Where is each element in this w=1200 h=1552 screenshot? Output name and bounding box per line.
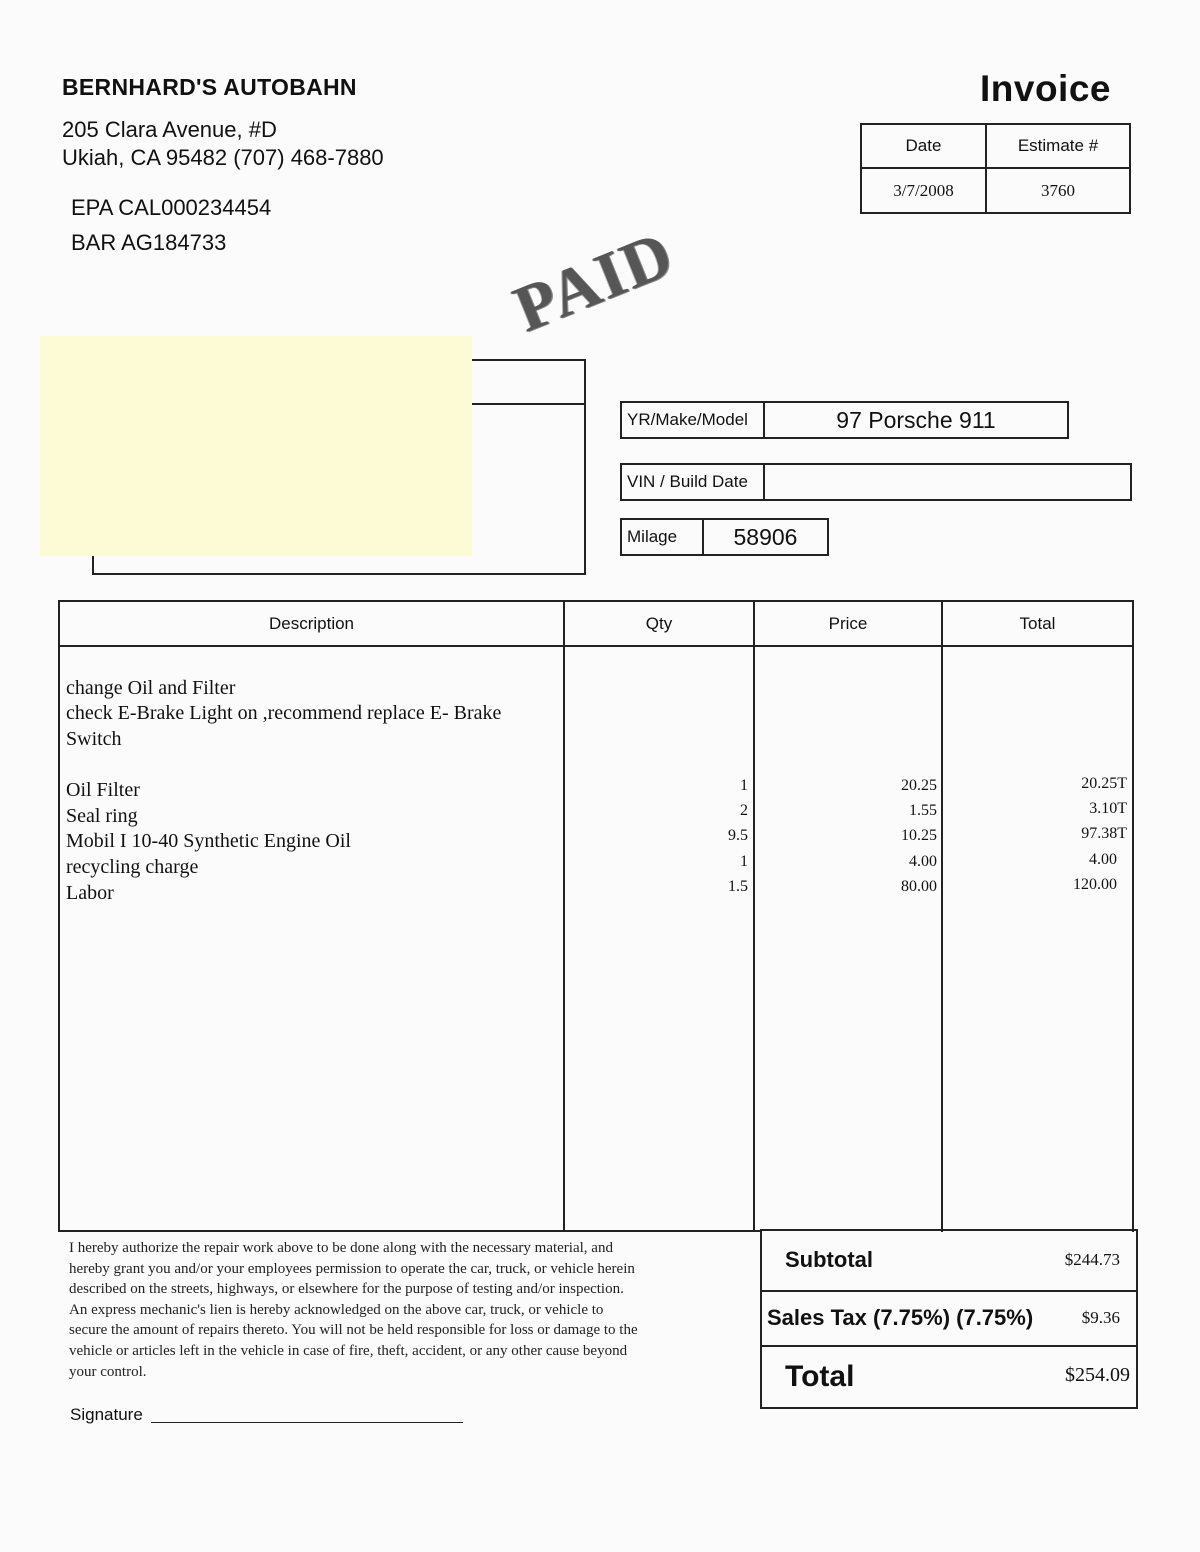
authorization-line: I hereby authorize the repair work above to be done along with the necessary material, and <box>69 1240 613 1256</box>
sales-tax-label: Sales Tax (7.75%) (7.75%) <box>767 1305 1034 1330</box>
item-qty: 1 <box>740 777 748 794</box>
invoice-date: 3/7/2008 <box>862 169 987 212</box>
total-value: $254.09 <box>1065 1364 1130 1386</box>
vin-value <box>765 465 1130 499</box>
item-price: 80.00 <box>901 878 937 895</box>
item-price: 1.55 <box>909 802 937 819</box>
column-header-description: Description <box>268 614 355 633</box>
service-note: change Oil and Filter <box>66 677 236 699</box>
vehicle-model-value: 97 Porsche 911 <box>836 406 996 433</box>
item-total: 120.00 <box>1073 876 1117 893</box>
item-qty: 2 <box>740 802 748 819</box>
vin-box <box>620 463 1132 501</box>
vin-label: VIN / Build Date <box>622 465 765 499</box>
item-qty: 1.5 <box>728 878 748 895</box>
item-qty: 1 <box>740 853 748 870</box>
column-divider-price <box>753 600 755 1232</box>
bar-number: BAR AG184733 <box>71 230 227 255</box>
mileage-value: 58906 <box>733 523 798 550</box>
item-price: 20.25 <box>901 777 937 794</box>
column-header-qty: Qty <box>645 614 673 633</box>
company-address-line1: 205 Clara Avenue, #D <box>62 117 277 142</box>
item-total: 4.00 <box>1089 851 1117 868</box>
vehicle-model-label: YR/Make/Model <box>622 403 765 437</box>
column-divider-qty <box>563 600 565 1232</box>
paid-stamp: PAID <box>504 216 685 347</box>
item-total: 97.38T <box>1081 825 1127 842</box>
mileage-label: Milage <box>622 520 704 554</box>
authorization-text <box>69 1238 759 1382</box>
customer-box-divider <box>472 403 586 405</box>
date-label: Date <box>862 125 987 169</box>
service-note: check E-Brake Light on ,recommend replace E- Brake <box>66 702 502 724</box>
item-description: Oil Filter <box>66 779 140 801</box>
totals-divider <box>760 1290 1138 1292</box>
subtotal-value: $244.73 <box>1064 1250 1120 1269</box>
date-estimate-box <box>860 123 1131 214</box>
subtotal-label: Subtotal <box>785 1247 873 1272</box>
item-price: 4.00 <box>909 853 937 870</box>
totals-divider <box>760 1345 1138 1347</box>
item-description: Mobil I 10-40 Synthetic Engine Oil <box>66 830 351 852</box>
item-total: 3.10T <box>1089 800 1127 817</box>
signature-line[interactable] <box>151 1422 463 1423</box>
estimate-label: Estimate # <box>987 125 1129 169</box>
service-note: Switch <box>66 728 122 750</box>
company-address-line2: Ukiah, CA 95482 (707) 468-7880 <box>62 145 384 170</box>
authorization-line: An express mechanic's lien is hereby acknowledged on the above car, truck, or vehicle to <box>69 1301 604 1318</box>
item-qty: 9.5 <box>728 827 748 844</box>
vehicle-model-box <box>620 401 1069 439</box>
document-title: Invoice <box>980 68 1111 109</box>
authorization-line: vehicle or articles left in the vehicle in case of fire, theft, accident, or any other cause beyond <box>69 1342 628 1359</box>
total-label: Total <box>785 1360 855 1393</box>
column-header-total: Total <box>1019 614 1056 633</box>
signature-label: Signature <box>70 1405 143 1424</box>
item-price: 10.25 <box>901 827 937 844</box>
authorization-line: secure the amount of repairs thereto. You will not be held responsible for loss or damage to the <box>69 1322 638 1339</box>
column-divider-total <box>941 600 943 1232</box>
authorization-line: described on the streets, highways, or elsewhere for the purpose of testing and/or inspection. <box>69 1281 624 1298</box>
company-name: BERNHARD'S AUTOBAHN <box>62 74 357 100</box>
item-total: 20.25T <box>1081 775 1127 792</box>
column-header-price: Price <box>828 614 868 633</box>
authorization-line: hereby grant you and/or your employees permission to operate the car, truck, or vehicle herein <box>69 1260 635 1277</box>
item-description: Seal ring <box>66 805 138 827</box>
authorization-line: your control. <box>69 1363 147 1380</box>
mileage-box <box>620 518 829 556</box>
item-description: recycling charge <box>66 856 199 878</box>
table-bottom-rule <box>58 1230 760 1232</box>
sales-tax-value: $9.36 <box>1081 1308 1120 1327</box>
redaction-block <box>40 336 472 556</box>
estimate-number: 3760 <box>1041 180 1075 200</box>
item-description: Labor <box>66 882 114 904</box>
epa-number: EPA CAL000234454 <box>71 195 272 220</box>
